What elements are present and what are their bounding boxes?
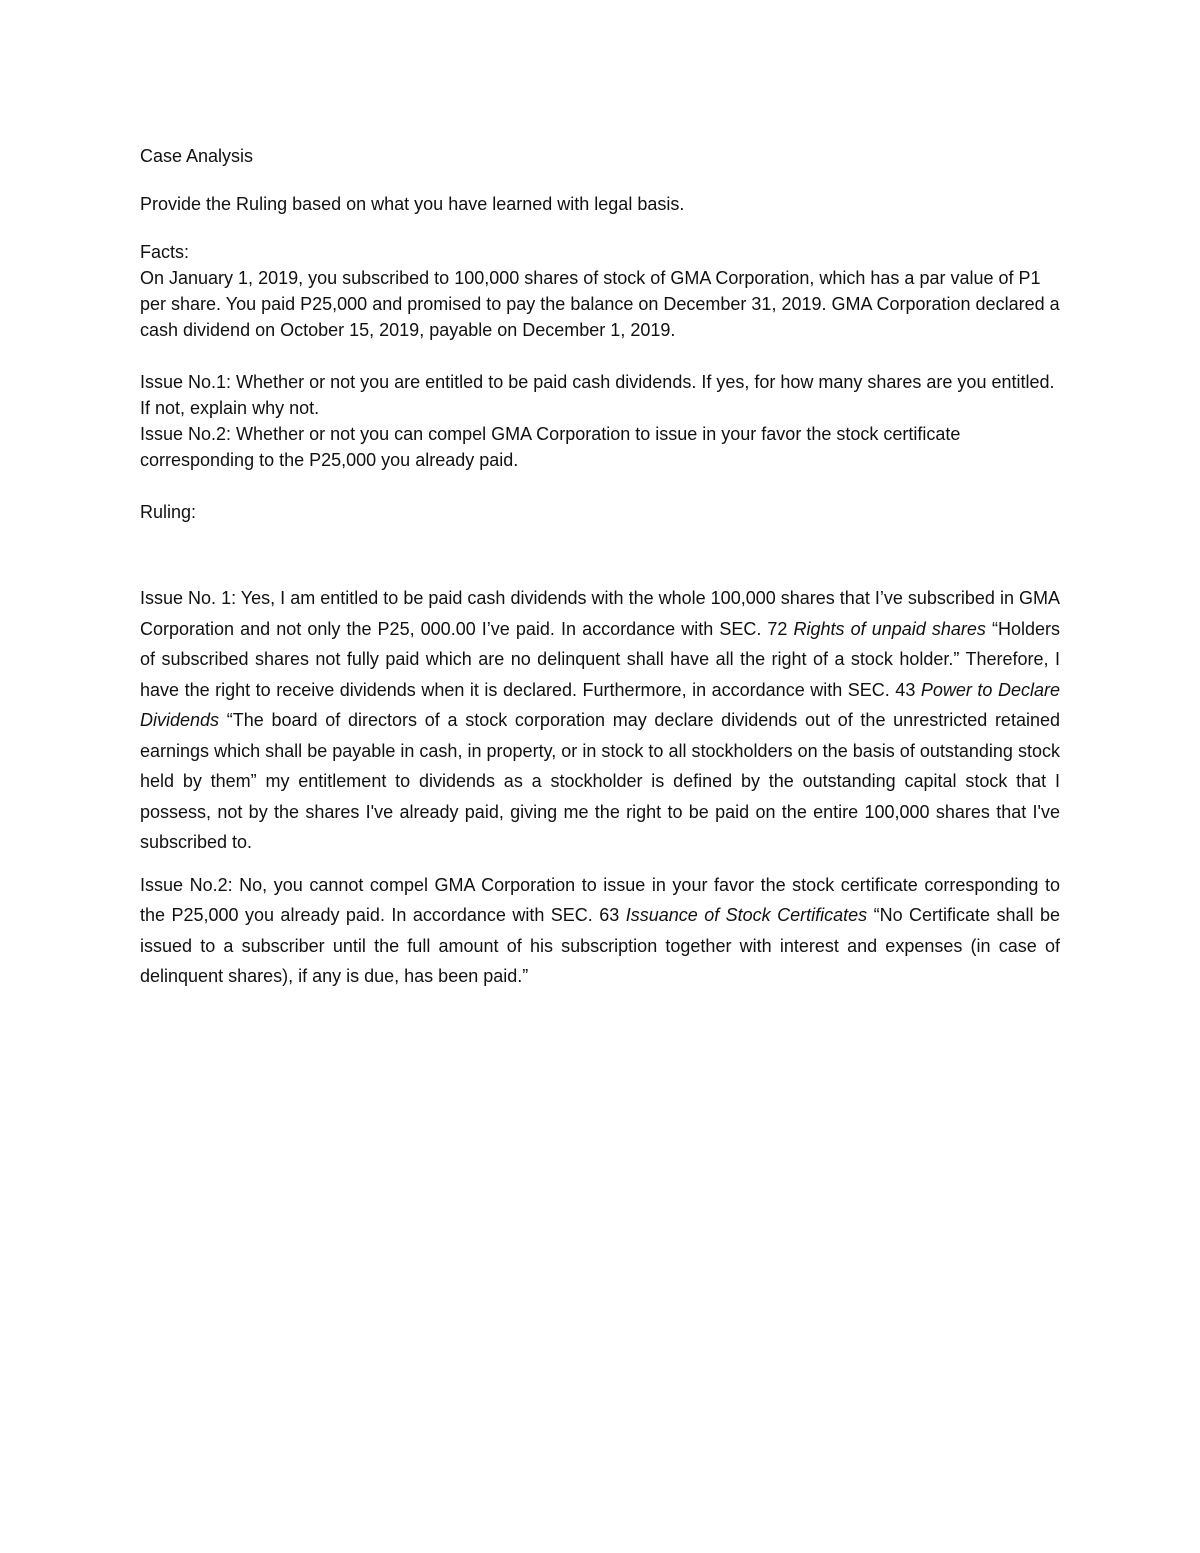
ruling-label: Ruling:: [140, 502, 197, 522]
ruling-2-text-a: Issue No.2: No, you cannot compel GMA Corporation to issue in your favor the stock certificate corresponding to the P25,000 you already paid. In accordance with SEC. 63: [140, 874, 1060, 925]
ruling-1-text-b: “Holders of subscribed shares not fully paid which are no delinquent shall have all the right of a stock holder.” Therefore, I have the right to receive dividends when it is declared. Furthermore, in accordance with SEC. 43: [140, 618, 1060, 700]
ruling-2-text-b: “No Certificate shall be issued to a subscriber until the full amount of his subscription together with interest and expenses (in case of delinquent shares), if any is due, has been paid.”: [140, 905, 1060, 986]
document-title: Case Analysis: [140, 146, 254, 166]
ruling-1-text-c: “The board of directors of a stock corporation may declare dividends out of the unrestricted retained earnings which shall be payable in cash, in property, or in stock to all stockholders on the basis of outstanding stock held by them” my entitlement to dividends as a stockholder is defined by the outstanding capital stock that I possess, not by the shares I've already paid, giving me the right to be paid on the entire 100,000 shares that I've subscribed to.: [140, 710, 1060, 852]
facts-text: On January 1, 2019, you subscribed to 100,000 shares of stock of GMA Corporation, which has a par value of P1 per share. You paid P25,000 and promised to pay the balance on December 31, 2019. GMA Corporation declared a cash dividend on October 15, 2019, payable on December 1, 2019.: [140, 268, 1060, 340]
ruling-2-citation: Issuance of Stock Certificates: [625, 905, 868, 925]
instruction-text: Provide the Ruling based on what you have learned with legal basis.: [140, 194, 685, 214]
ruling-1-text-a: Issue No. 1: Yes, I am entitled to be paid cash dividends with the whole 100,000 shares that I’ve subscribed in GMA Corporation and not only the P25, 000.00 I’ve paid. In accordance with SEC. 72: [140, 588, 1060, 639]
ruling-1-citation-b: Power to Declare Dividends: [140, 679, 1060, 730]
ruling-1-citation-a: Rights of unpaid shares: [793, 618, 986, 639]
document-page: [140, 143, 1060, 992]
issue-2-question: Issue No.2: Whether or not you can compel GMA Corporation to issue in your favor the stock certificate corresponding to the P25,000 you already paid.: [140, 424, 961, 470]
issue-1-question: Issue No.1: Whether or not you are entitled to be paid cash dividends. If yes, for how many shares are you entitled. If not, explain why not.: [140, 372, 1055, 418]
ruling-issue-2: [140, 870, 1060, 992]
facts-label: Facts:: [140, 242, 190, 262]
ruling-issue-1: [140, 583, 1060, 858]
